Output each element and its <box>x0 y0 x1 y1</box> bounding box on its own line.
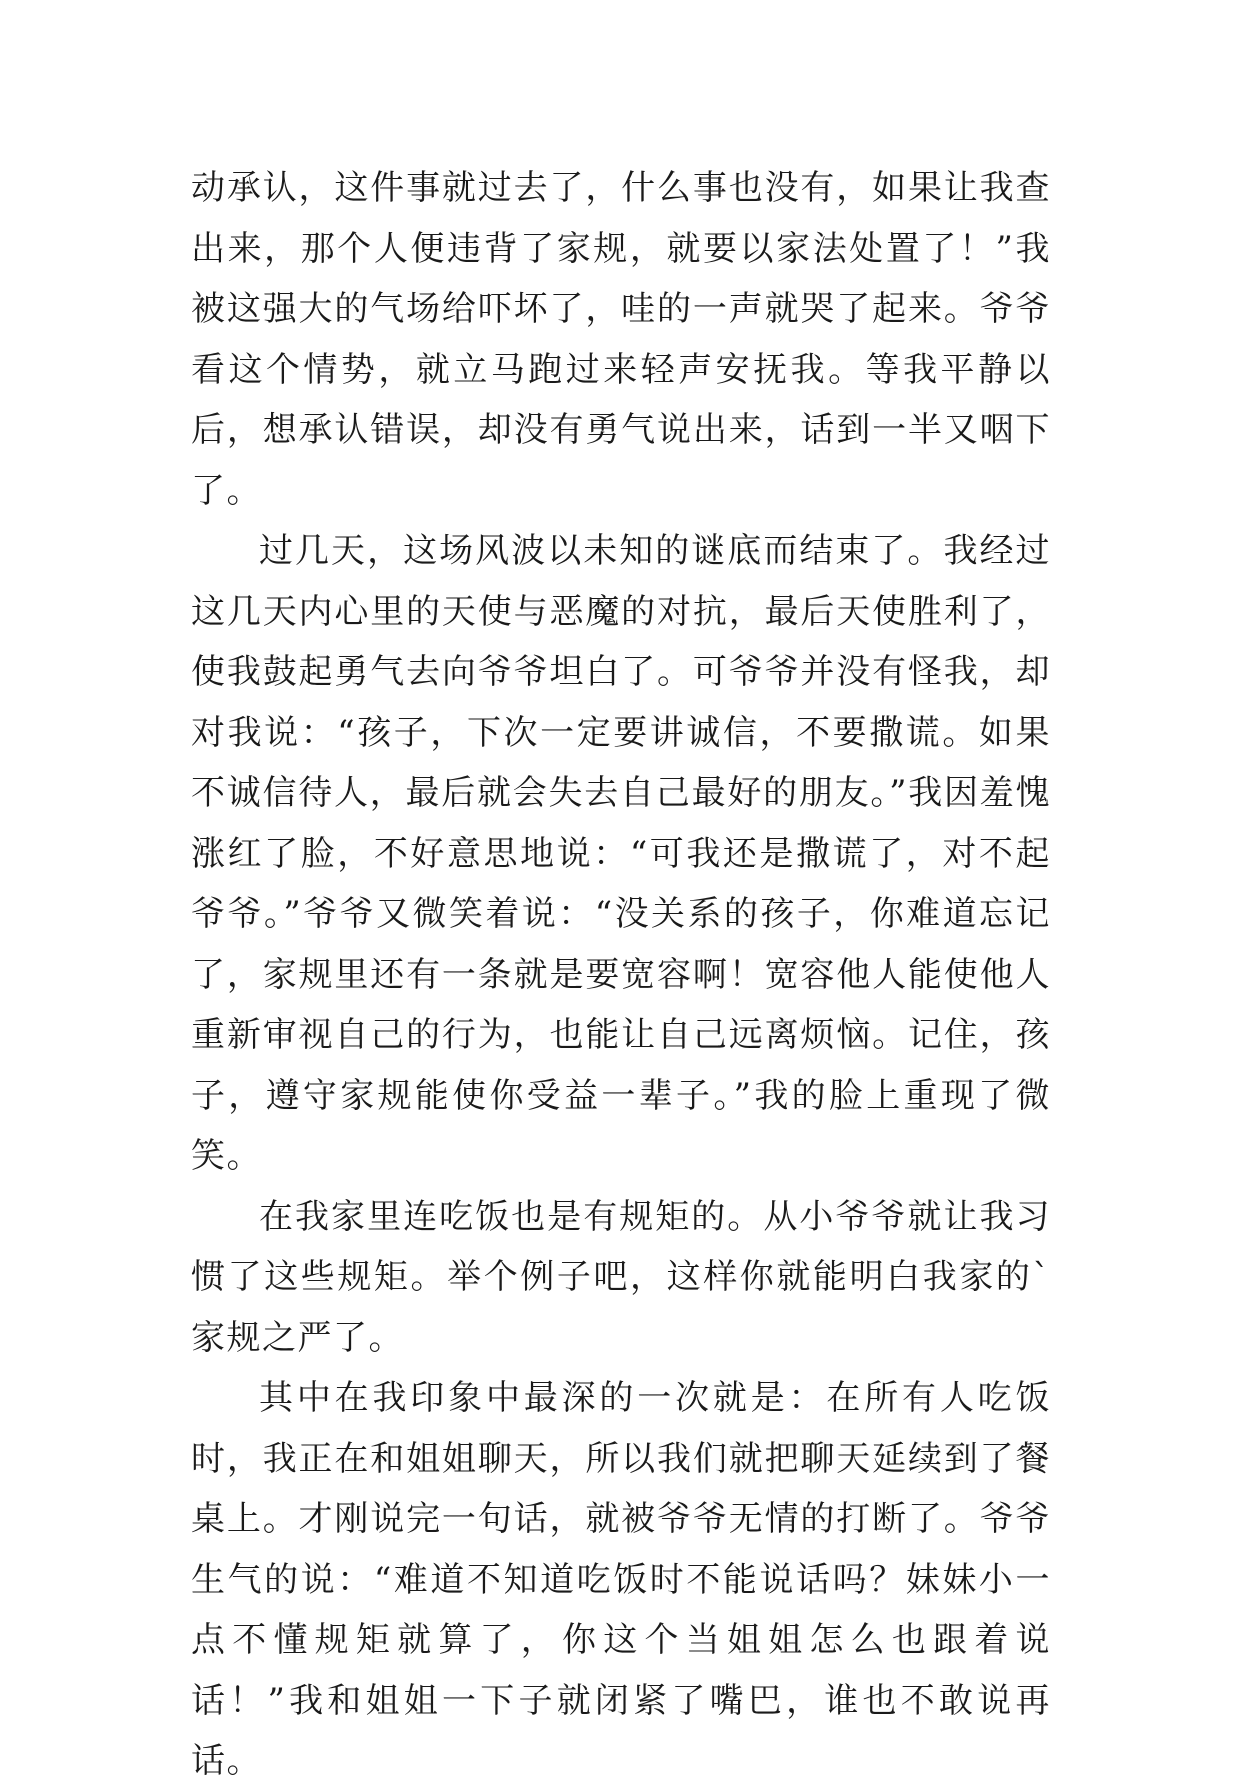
document-body <box>191 158 1051 1792</box>
paragraph-1: 动承认，这件事就过去了，什么事也没有，如果让我查出来，那个人便违背了家规，就要以家法处置了！”我被这强大的气场给吓坏了，哇的一声就哭了起来。爷爷看这个情势，就立马跑过来轻声安抚我。等我平静以后，想承认错误，却没有勇气说出来，话到一半又咽下了。 <box>191 168 1051 511</box>
paragraph-2: 过几天，这场风波以未知的谜底而结束了。我经过这几天内心里的天使与恶魔的对抗，最后天使胜利了，使我鼓起勇气去向爷爷坦白了。可爷爷并没有怪我，却对我说：“孩子，下次一定要讲诚信，不要撒谎。如果不诚信待人，最后就会失去自己最好的朋友。”我因羞愧涨红了脸，不好意思地说：“可我还是撒谎了，对不起爷爷。”爷爷又微笑着说：“没关系的孩子，你难道忘记了，家规里还有一条就是要宽容啊！宽容他人能使他人重新审视自己的行为，也能让自己远离烦恼。记住，孩子，遵守家规能使你受益一辈子。”我的脸上重现了微笑。 <box>191 531 1051 1176</box>
paragraph-4: 其中在我印象中最深的一次就是：在所有人吃饭时，我正在和姐姐聊天，所以我们就把聊天延续到了餐桌上。才刚说完一句话，就被爷爷无情的打断了。爷爷生气的说：“难道不知道吃饭时不能说话吗？妹妹小一点不懂规矩就算了，你这个当姐姐怎么也跟着说话！”我和姐姐一下子就闭紧了嘴巴，谁也不敢说再话。 <box>191 1378 1051 1781</box>
paragraph-3: 在我家里连吃饭也是有规矩的。从小爷爷就让我习惯了这些规矩。举个例子吧，这样你就能明白我家的`家规之严了。 <box>191 1196 1051 1358</box>
